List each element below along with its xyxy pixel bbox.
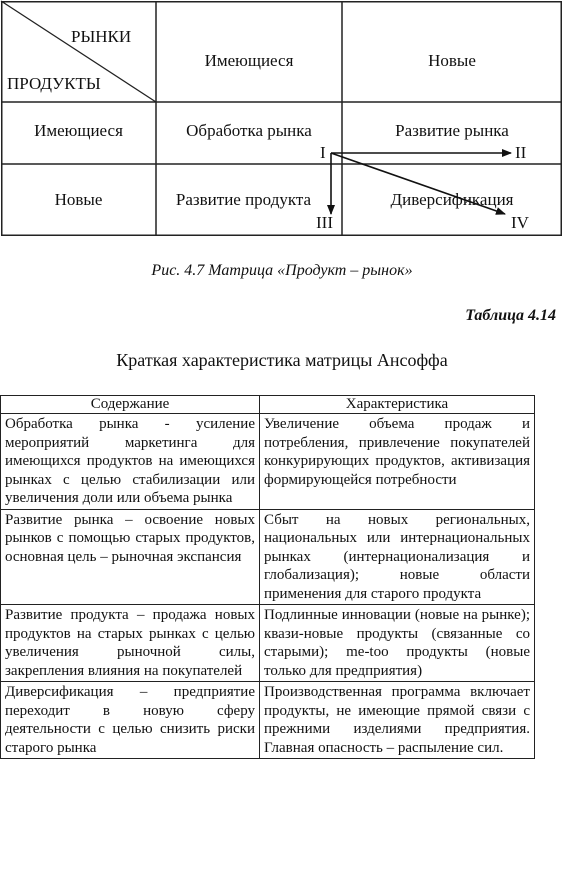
product-market-matrix [1,1,562,236]
table-title: Краткая характеристика матрицы Ансоффа [116,350,448,370]
cell-market-development: Развитие рынка [395,121,509,140]
table-cell: Подлинные инновации (новые на рынке); квази-новые продукты (связанные со старыми); me-too продукты (новые только для предприятия) [260,605,535,682]
corner-label-markets: РЫНКИ [71,27,132,46]
cell-diversification: Диверсификация [390,190,514,209]
cell-market-penetration: Обработка рынка [186,121,312,140]
table-cell: Диверсификация – предприятие переходит в новую сферу деятельности с целью снизить риски старого рынка [1,682,260,759]
col-header-new: Новые [428,51,476,70]
numeral-ii: II [515,143,527,162]
table-cell: Сбыт на новых региональных, национальных или интернациональных рынках (интернационализация и глобализация); новые области применения для старого продукта [260,509,535,605]
header-content: Содержание [1,396,260,414]
cell-product-development: Развитие продукта [175,190,312,209]
row-header-new: Новые [54,190,103,209]
numeral-iv: IV [511,213,529,232]
corner-label-products: ПРОДУКТЫ [7,74,101,93]
numeral-iii: III [316,213,333,232]
row-header-existing: Имеющиеся [34,121,123,140]
table-header-row [1,396,535,414]
table-cell: Развитие рынка – освоение новых рынков с помощью старых продуктов, основная цель – рыночная экспансия [1,509,260,605]
table-number: Таблица 4.14 [465,307,556,324]
table-cell: Увеличение объема продаж и потребления, привлечение покупателей конкурирующих продуктов, активизация формирующейся потребности [260,414,535,510]
table-cell: Производственная программа включает продукты, не имеющие прямой связи с прежними изделиями предприятия. Главная опасность – распыление сил. [260,682,535,759]
table-row [1,605,535,682]
table-row [1,509,535,605]
table-cell: Развитие продукта – продажа новых продуктов на старых рынках с целью увеличения рыночной силы, закрепления влияния на покупателей [1,605,260,682]
table-row [1,682,535,759]
table-row [1,414,535,510]
numeral-i: I [320,143,326,162]
table-cell: Обработка рынка - усиление мероприятий маркетинга для имеющихся продуктов на имеющихся рынках с целью стабилизации или увеличения доли или объема рынка [1,414,260,510]
header-characteristic: Характеристика [260,396,535,414]
figure-caption: Рис. 4.7 Матрица «Продукт – рынок» [151,262,413,279]
ansoff-table [0,395,535,759]
col-header-existing: Имеющиеся [204,51,294,70]
